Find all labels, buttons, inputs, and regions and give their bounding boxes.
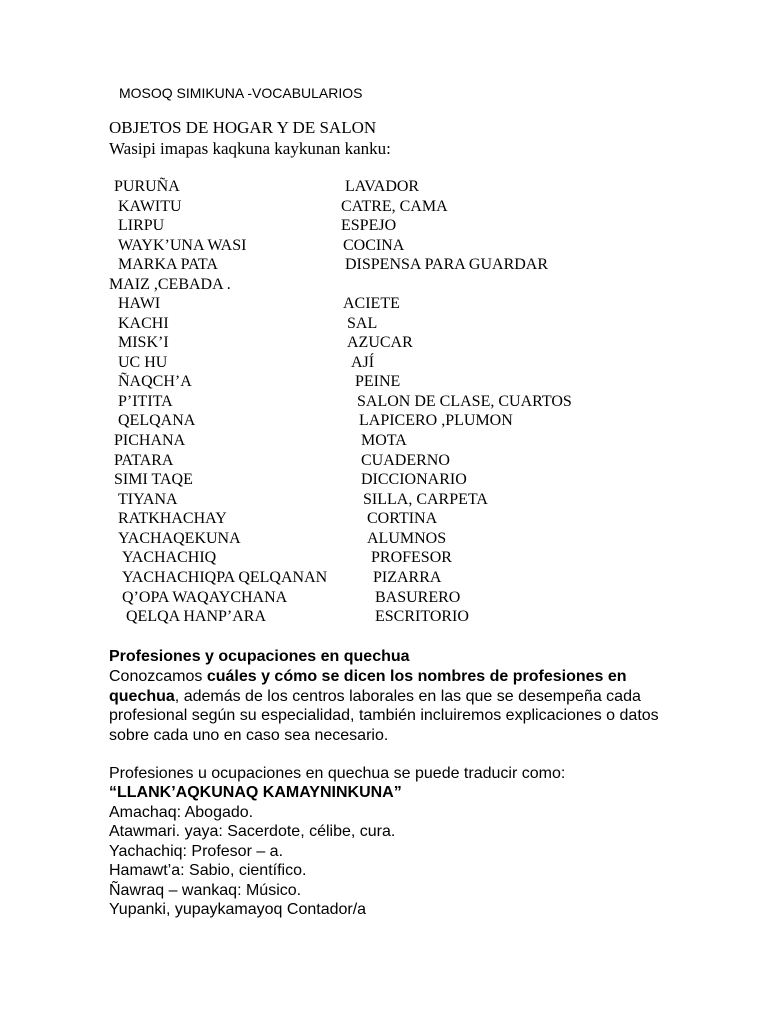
vocab-quechua-term: MISK’I	[118, 334, 169, 351]
vocab-quechua-term: YACHACHIQ	[122, 549, 217, 566]
vocab-wrap-line: MAIZ ,CEBADA .	[109, 276, 231, 293]
vocab-quechua-term: PICHANA	[114, 432, 186, 449]
quote-title: “LLANK’AQKUNAQ KAMAYNINKUNA”	[109, 784, 402, 801]
vocab-spanish-term: CATRE, CAMA	[341, 198, 448, 215]
vocab-row	[0, 589, 768, 609]
vocab-quechua-term: ÑAQCH’A	[118, 373, 192, 390]
vocab-spanish-term: SALON DE CLASE, CUARTOS	[357, 393, 572, 410]
vocab-quechua-term: HAWI	[118, 295, 161, 312]
section-title-profesiones: Profesiones y ocupaciones en quechua	[109, 648, 410, 665]
vocab-quechua-term: RATKHACHAY	[118, 510, 227, 527]
profession-item: Amachaq: Abogado.	[109, 804, 254, 821]
vocab-spanish-term: CUADERNO	[361, 452, 450, 469]
vocab-spanish-term: COCINA	[343, 237, 405, 254]
profession-item: Yachachiq: Profesor – a.	[109, 843, 284, 860]
vocab-quechua-term: QELQANA	[118, 412, 196, 429]
vocab-row	[0, 530, 768, 550]
vocab-quechua-term: KAWITU	[118, 198, 182, 215]
vocab-spanish-term: AZUCAR	[347, 334, 413, 351]
vocab-row	[0, 412, 768, 432]
vocab-row	[0, 608, 768, 628]
vocab-spanish-term: ACIETE	[343, 295, 400, 312]
vocab-spanish-term: LAVADOR	[345, 178, 420, 195]
vocab-spanish-term: PROFESOR	[371, 549, 452, 566]
vocab-spanish-term: AJÍ	[351, 354, 375, 371]
vocab-row	[0, 198, 768, 218]
intro-text-bold: cuáles y cómo se dicen los nombres de profesiones en quechua	[109, 668, 627, 705]
vocab-row	[0, 237, 768, 257]
vocab-spanish-term: MOTA	[361, 432, 407, 449]
vocab-quechua-term: UC HU	[118, 354, 168, 371]
vocab-spanish-term: DICCIONARIO	[361, 471, 467, 488]
vocab-quechua-term: MARKA PATA	[118, 256, 218, 273]
vocab-quechua-term: LIRPU	[118, 217, 165, 234]
vocab-row	[0, 452, 768, 472]
vocab-spanish-term: SILLA, CARPETA	[363, 491, 488, 508]
vocab-row	[0, 315, 768, 335]
intro-text-end: , además de los centros laborales en las que se desempeña cada profesional según su especialidad, también incluiremos explicaciones o datos sobre cada uno en caso sea necesario.	[109, 687, 659, 744]
section-subtitle-wasipi: Wasipi imapas kaqkuna kaykunan kanku:	[109, 139, 391, 158]
vocab-quechua-term: PURUÑA	[114, 178, 180, 195]
vocab-row	[0, 217, 768, 237]
vocab-row	[0, 334, 768, 354]
profession-item: Yupanki, yupaykamayoq Contador/a	[109, 901, 367, 918]
vocab-row	[0, 491, 768, 511]
profession-item: Ñawraq – wankaq: Músico.	[109, 882, 302, 899]
document-header: MOSOQ SIMIKUNA -VOCABULARIOS	[119, 85, 363, 101]
vocab-row	[0, 373, 768, 393]
vocab-row	[0, 295, 768, 315]
vocab-quechua-term: SIMI TAQE	[114, 471, 193, 488]
section-title-objetos: OBJETOS DE HOGAR Y DE SALON	[109, 118, 377, 137]
vocab-row	[0, 256, 768, 276]
vocab-row	[0, 510, 768, 530]
vocab-quechua-term: TIYANA	[118, 491, 178, 508]
vocab-row	[0, 354, 768, 374]
vocab-spanish-term: ESCRITORIO	[375, 608, 469, 625]
vocab-quechua-term: Q’OPA WAQAYCHANA	[122, 589, 288, 606]
vocab-spanish-term: ALUMNOS	[367, 530, 447, 547]
translate-line: Profesiones u ocupaciones en quechua se puede traducir como:	[109, 765, 566, 782]
vocab-quechua-term: PATARA	[114, 452, 174, 469]
vocab-row	[0, 471, 768, 491]
vocab-row	[0, 569, 768, 589]
vocab-spanish-term: SAL	[347, 315, 378, 332]
vocab-quechua-term: WAYK’UNA WASI	[118, 237, 247, 254]
vocab-quechua-term: QELQA HANP’ARA	[126, 608, 266, 625]
vocab-spanish-term: ESPEJO	[341, 217, 397, 234]
vocab-spanish-term: CORTINA	[367, 510, 438, 527]
vocab-row	[0, 393, 768, 413]
vocab-spanish-term: LAPICERO ,PLUMON	[359, 412, 513, 429]
vocab-quechua-term: P’ITITA	[118, 393, 173, 410]
vocab-quechua-term: YACHAQEKUNA	[118, 530, 241, 547]
vocab-spanish-term: PEINE	[355, 373, 401, 390]
vocab-spanish-term: PIZARRA	[373, 569, 442, 586]
vocab-quechua-term: YACHACHIQPA QELQANAN	[122, 569, 328, 586]
vocab-spanish-term: DISPENSA PARA GUARDAR	[345, 256, 549, 273]
intro-text-start: Conozcamos	[109, 668, 207, 685]
profesiones-intro-paragraph	[109, 667, 669, 745]
profession-item: Hamawt’a: Sabio, científico.	[109, 862, 307, 879]
vocab-row	[0, 178, 768, 198]
vocab-row	[0, 432, 768, 452]
profession-item: Atawmari. yaya: Sacerdote, célibe, cura.	[109, 823, 396, 840]
vocab-quechua-term: KACHI	[118, 315, 169, 332]
vocab-spanish-term: BASURERO	[375, 589, 461, 606]
vocab-row	[0, 549, 768, 569]
